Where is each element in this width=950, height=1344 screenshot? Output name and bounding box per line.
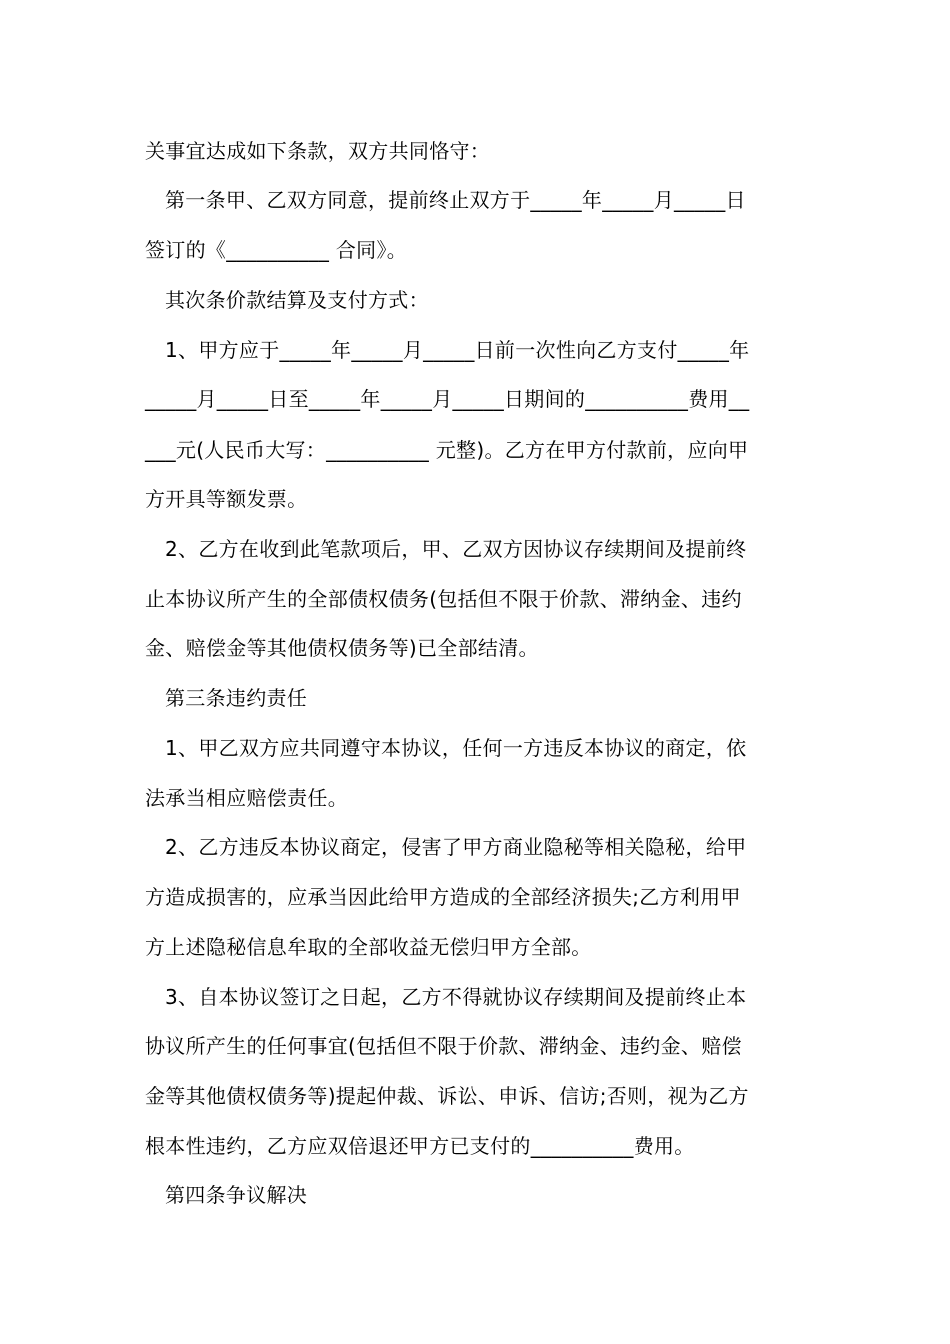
- text-line-13: 1、甲乙双方应共同遵守本协议，任何一方违反本协议的商定，依: [165, 736, 747, 760]
- text-line-17: 方上述隐秘信息牟取的全部收益无偿归甲方全部。: [145, 935, 592, 959]
- text-line-6: _____月_____日至_____年_____月_____日期间的__________费用__: [145, 387, 750, 411]
- text-line-16: 方造成损害的，应承当因此给甲方造成的全部经济损失;乙方利用甲: [145, 885, 741, 909]
- text-line-9: 2、乙方在收到此笔款项后，甲、乙双方因协议存续期间及提前终: [165, 537, 747, 561]
- text-line-7: ___元(人民币大写：__________ 元整)。乙方在甲方付款前，应向甲: [145, 438, 749, 462]
- text-line-18: 3、自本协议签订之日起，乙方不得就协议存续期间及提前终止本: [165, 985, 747, 1009]
- text-line-3: 签订的《__________ 合同》。: [145, 238, 408, 262]
- text-line-8: 方开具等额发票。: [145, 487, 308, 511]
- text-line-12: 第三条违约责任: [165, 686, 308, 710]
- text-line-5: 1、甲方应于_____年_____月_____日前一次性向乙方支付_____年: [165, 338, 750, 362]
- text-line-19: 协议所产生的任何事宜(包括但不限于价款、滞纳金、违约金、赔偿: [145, 1034, 742, 1058]
- text-line-1: 关事宜达成如下条款，双方共同恪守：: [145, 139, 491, 163]
- text-line-10: 止本协议所产生的全部债权债务(包括但不限于价款、滞纳金、违约: [145, 587, 742, 611]
- text-line-4: 其次条价款结算及支付方式：: [165, 288, 429, 312]
- text-line-22: 第四条争议解决: [165, 1183, 308, 1207]
- text-line-2: 第一条甲、乙双方同意，提前终止双方于_____年_____月_____日: [165, 188, 746, 212]
- text-line-21: 根本性违约，乙方应双倍退还甲方已支付的__________费用。: [145, 1134, 695, 1158]
- text-line-14: 法承当相应赔偿责任。: [145, 786, 348, 810]
- text-line-11: 金、赔偿金等其他债权债务等)已全部结清。: [145, 636, 539, 660]
- text-line-20: 金等其他债权债务等)提起仲裁、诉讼、申诉、信访;否则，视为乙方: [145, 1084, 749, 1108]
- text-line-15: 2、乙方违反本协议商定，侵害了甲方商业隐秘等相关隐秘，给甲: [165, 835, 747, 859]
